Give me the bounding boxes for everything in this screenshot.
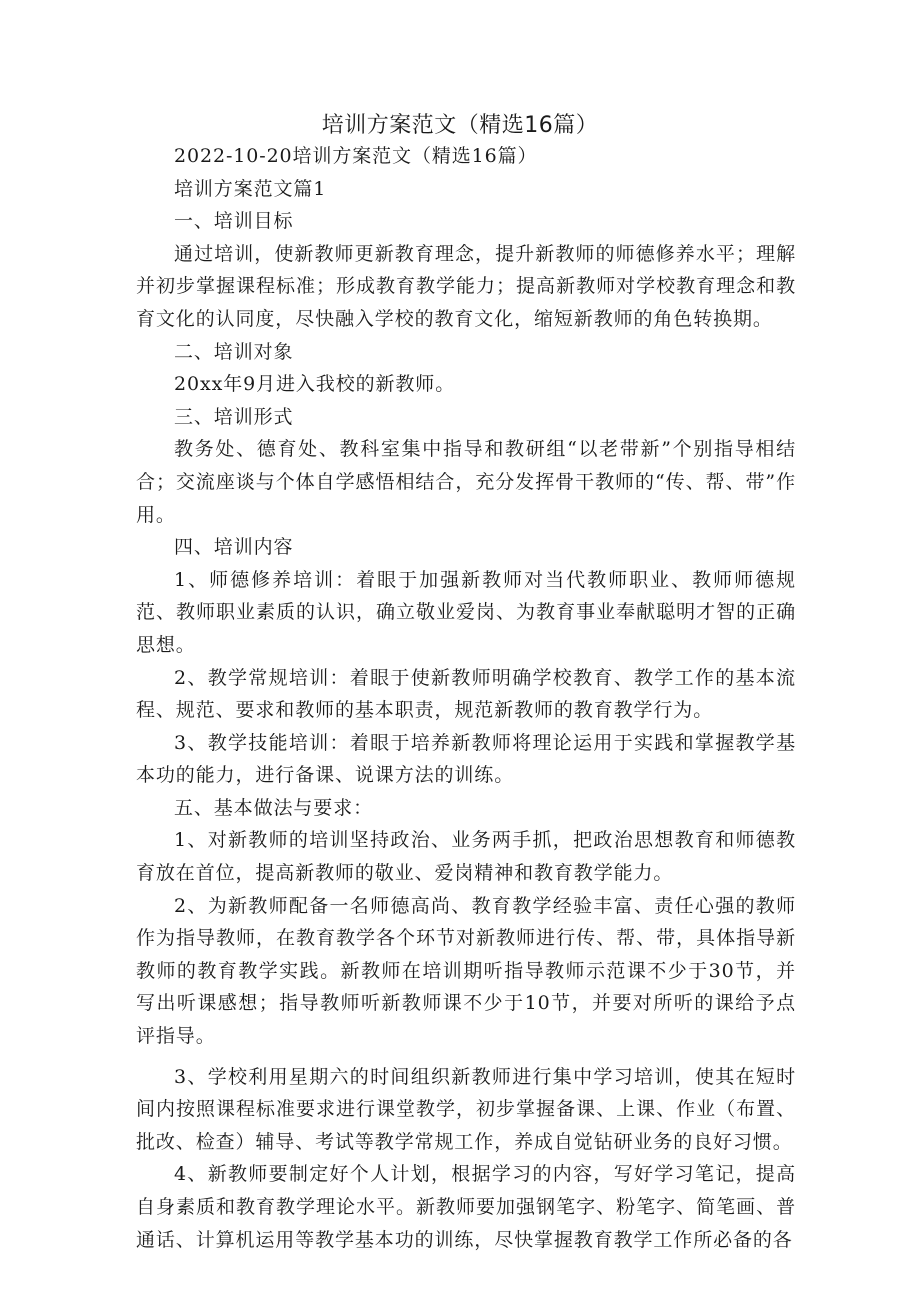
section-heading-method: 五、基本做法与要求：: [174, 796, 374, 819]
section-heading-content: 四、培训内容: [174, 536, 294, 559]
paragraph-goal: 通过培训，使新教师更新教育理念，提升新教师的师德修养水平；理解并初步掌握课程标准；形成教育教学能力；提高新教师对学校教育理念和教育文化的认同度，尽快融入学校的教育文化，缩短新教师的角色转换期。: [136, 242, 796, 330]
paragraph-method-4: 4、新教师要制定好个人计划，根据学习的内容，写好学习笔记，提高自身素质和教育教学理论水平。新教师要加强钢笔字、粉笔字、简笔画、普通话、计算机运用等教学基本功的训练，尽快掌握教育教学工作所必备的各: [136, 1163, 796, 1251]
document-title: 培训方案范文（精选16篇）: [321, 113, 599, 138]
paragraph-method-1: 1、对新教师的培训坚持政治、业务两手抓，把政治思想教育和师德教育放在首位，提高新教师的敬业、爱岗精神和教育教学能力。: [136, 829, 796, 885]
section-heading-goal: 一、培训目标: [174, 210, 294, 233]
paragraph-content-1: 1、师德修养培训：着眼于加强新教师对当代教师职业、教师师德规范、教师职业素质的认识，确立敬业爱岗、为教育事业奉献聪明才智的正确思想。: [136, 568, 796, 656]
section-heading-form: 三、培训形式: [174, 405, 294, 428]
paragraph-form: 教务处、德育处、教科室集中指导和教研组“以老带新”个别指导相结合；交流座谈与个体自学感悟相结合，充分发挥骨干教师的“传、帮、带”作用。: [136, 438, 796, 526]
paragraph-content-3: 3、教学技能培训：着眼于培养新教师将理论运用于实践和掌握教学基本功的能力，进行备课、说课方法的训练。: [136, 731, 796, 787]
paragraph-method-3: 3、学校利用星期六的时间组织新教师进行集中学习培训，使其在短时间内按照课程标准要求进行课堂教学，初步掌握备课、上课、作业（布置、批改、检查）辅导、考试等教学常规工作，养成自觉钻研业务的良好习惯。: [136, 1065, 796, 1153]
paragraph-content-2: 2、教学常规培训：着眼于使新教师明确学校教育、教学工作的基本流程、规范、要求和教师的基本职责，规范新教师的教育教学行为。: [136, 666, 796, 722]
article-heading: 培训方案范文篇1: [174, 177, 327, 200]
date-line: 2022-10-20培训方案范文（精选16篇）: [174, 145, 538, 167]
paragraph-method-2: 2、为新教师配备一名师德高尚、教育教学经验丰富、责任心强的教师作为指导教师，在教育教学各个环节对新教师进行传、帮、带，具体指导新教师的教育教学实践。新教师在培训期听指导教师示范课不少于30节，并写出听课感想；指导教师听新教师课不少于10节，并要对所听的课给予点评指导。: [136, 894, 796, 1048]
document-body: [136, 140, 796, 1256]
paragraph-target: 20xx年9月进入我校的新教师。: [174, 373, 456, 396]
section-heading-target: 二、培训对象: [174, 340, 294, 363]
